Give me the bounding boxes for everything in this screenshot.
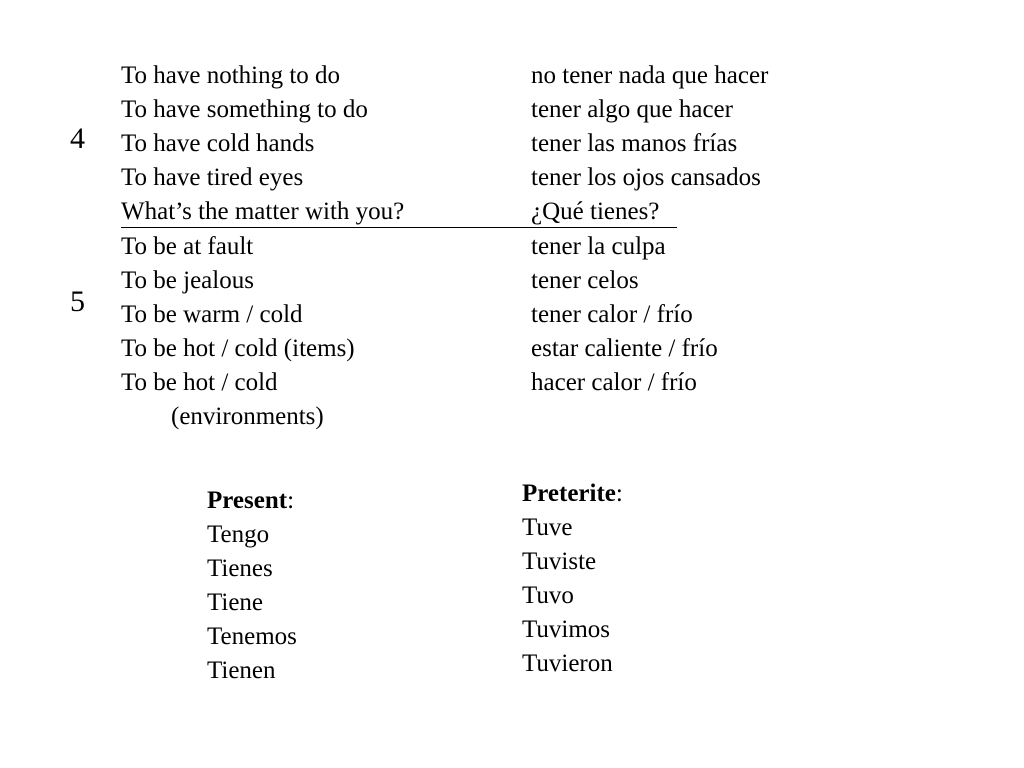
- present-conjugation: [207, 484, 297, 688]
- conjugation-form: Tuvimos: [522, 616, 611, 643]
- english-phrase: To have nothing to do: [121, 62, 341, 89]
- english-phrase: To be hot / cold (items): [121, 335, 355, 362]
- spanish-phrase: tener las manos frías: [531, 130, 738, 157]
- english-phrase: To have cold hands: [121, 130, 315, 157]
- preterite-heading: [522, 477, 623, 511]
- vocab-row: [121, 264, 821, 298]
- vocab-row: [121, 230, 821, 264]
- vocabulary-list: [121, 59, 821, 434]
- preterite-heading-colon: :: [615, 480, 623, 507]
- english-phrase-continuation: (environments): [171, 403, 324, 430]
- spanish-phrase: tener calor / frío: [531, 301, 693, 328]
- vocab-row: [121, 332, 821, 366]
- conjugation-form: Tuve: [522, 514, 573, 541]
- english-phrase: To have something to do: [121, 96, 368, 123]
- conjugation-form: Tengo: [207, 521, 270, 548]
- vocab-row-continuation: [121, 400, 821, 434]
- conjugation-form: Tuvo: [522, 582, 574, 609]
- conjugation-form: Tienes: [207, 555, 273, 582]
- spanish-phrase: ¿Qué tienes?: [531, 198, 660, 225]
- conjugation-form: Tiene: [207, 589, 264, 616]
- group-number-5: 5: [70, 285, 85, 318]
- english-phrase: To be hot / cold: [121, 369, 278, 396]
- present-heading: [207, 484, 297, 518]
- present-heading-word: Present: [207, 487, 288, 514]
- spanish-phrase: tener los ojos cansados: [531, 164, 761, 191]
- preterite-heading-word: Preterite: [522, 480, 616, 507]
- spanish-phrase: tener celos: [531, 267, 639, 294]
- english-phrase: To be at fault: [121, 233, 254, 260]
- vocab-row: [121, 59, 821, 93]
- english-phrase: To be jealous: [121, 267, 254, 294]
- spanish-phrase: hacer calor / frío: [531, 369, 697, 396]
- preterite-conjugation: [522, 477, 623, 681]
- present-heading-colon: :: [287, 487, 295, 514]
- spanish-phrase: no tener nada que hacer: [531, 62, 769, 89]
- vocab-row: [121, 366, 821, 400]
- english-phrase: To be warm / cold: [121, 301, 303, 328]
- spanish-phrase: estar caliente / frío: [531, 335, 718, 362]
- conjugation-form: Tuvieron: [522, 650, 613, 677]
- english-phrase: To have tired eyes: [121, 164, 304, 191]
- vocab-row-underlined: [121, 195, 677, 228]
- vocab-row: [121, 161, 821, 195]
- conjugation-form: Tuviste: [522, 548, 597, 575]
- spanish-phrase: tener la culpa: [531, 233, 666, 260]
- group-number-4: 4: [70, 122, 85, 155]
- vocab-row: [121, 298, 821, 332]
- conjugation-form: Tenemos: [207, 623, 297, 650]
- vocab-row: [121, 93, 821, 127]
- english-phrase: What’s the matter with you?: [121, 198, 405, 225]
- spanish-phrase: tener algo que hacer: [531, 96, 733, 123]
- conjugation-form: Tienen: [207, 657, 276, 684]
- vocab-row: [121, 127, 821, 161]
